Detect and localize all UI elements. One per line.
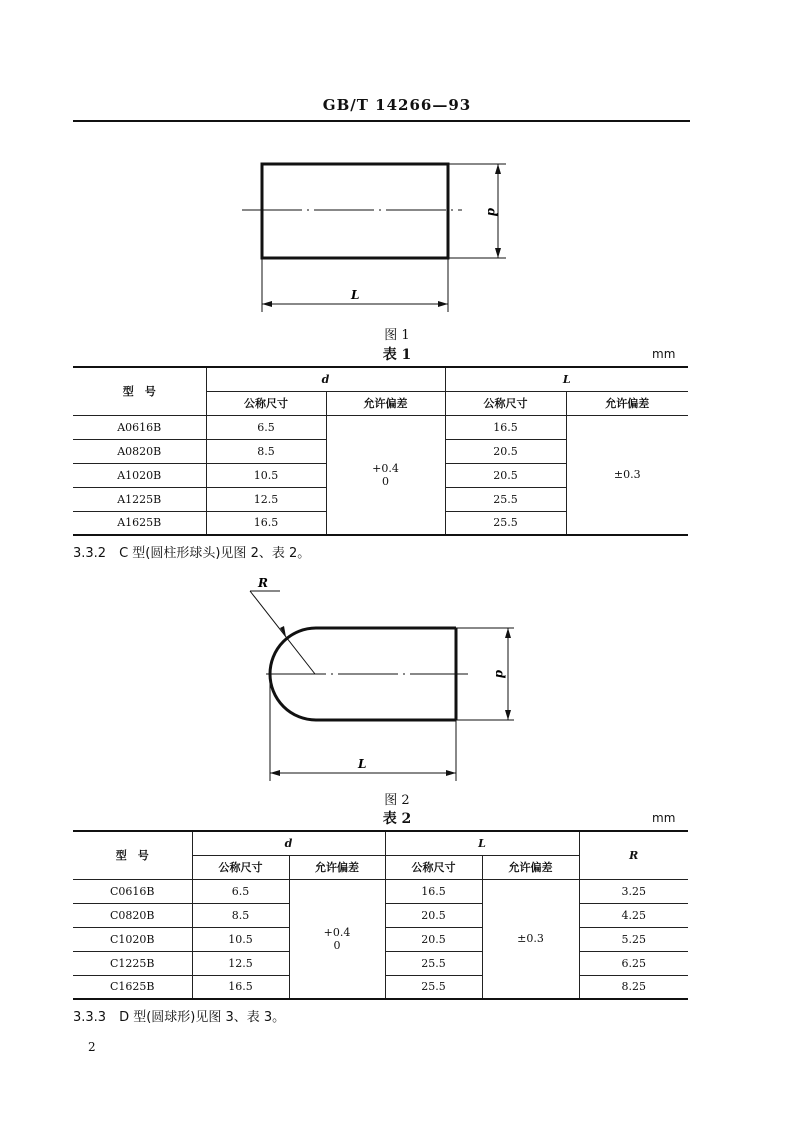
d-cell: 12.5 [192, 951, 289, 975]
model-cell: A0820B [73, 439, 206, 463]
section-3-3-2: 3.3.2 C 型(圆柱形球头)见图 2、表 2。 [73, 546, 311, 561]
table-2-group-L: L [385, 831, 579, 855]
table-2-d-nominal-header: 公称尺寸 [192, 855, 289, 879]
figure-1-drawing [230, 150, 520, 315]
figure-1-L-label: L [351, 288, 360, 302]
R-cell: 3.25 [579, 879, 688, 903]
model-cell: C0616B [73, 879, 192, 903]
table-2-unit: mm [652, 811, 676, 825]
table-1-d-nominal-header: 公称尺寸 [206, 391, 326, 415]
table-2-title: 表 2 [382, 811, 412, 827]
table-1-L-tolerance: ±0.3 [566, 415, 688, 535]
table-1-L-nominal-header: 公称尺寸 [445, 391, 566, 415]
table-1-group-L: L [445, 367, 688, 391]
table-2-col-model: 型 号 [73, 831, 192, 879]
table-1-d-tolerance [326, 415, 445, 535]
model-cell: C1225B [73, 951, 192, 975]
d-cell: 6.5 [206, 415, 326, 439]
table-row [73, 415, 688, 439]
model-cell: C0820B [73, 903, 192, 927]
table-2-L-tolerance: ±0.3 [482, 879, 579, 999]
L-cell: 20.5 [445, 439, 566, 463]
L-cell: 25.5 [445, 511, 566, 535]
model-cell: C1020B [73, 927, 192, 951]
table-2 [73, 830, 688, 1000]
model-cell: A0616B [73, 415, 206, 439]
tolerance-upper: +0.4 [323, 925, 351, 939]
d-cell: 16.5 [192, 975, 289, 999]
page-number: 2 [88, 1040, 96, 1054]
model-cell: A1020B [73, 463, 206, 487]
d-cell: 8.5 [192, 903, 289, 927]
tolerance-upper: +0.4 [372, 461, 399, 475]
L-cell: 25.5 [445, 487, 566, 511]
section-3-3-3: 3.3.3 D 型(圆球形)见图 3、表 3。 [73, 1010, 286, 1025]
figure-2-d-label: d [493, 670, 507, 679]
table-2-d-tolerance [289, 879, 385, 999]
L-cell: 25.5 [385, 951, 482, 975]
d-cell: 8.5 [206, 439, 326, 463]
model-cell: C1625B [73, 975, 192, 999]
table-1-group-d: d [206, 367, 445, 391]
R-cell: 6.25 [579, 951, 688, 975]
d-cell: 10.5 [206, 463, 326, 487]
table-2-d-tolerance-header: 允许偏差 [289, 855, 385, 879]
model-cell: A1625B [73, 511, 206, 535]
table-1-L-tolerance-header: 允许偏差 [566, 391, 688, 415]
header-rule [73, 120, 690, 122]
figure-1-caption: 图 1 [384, 328, 410, 343]
d-cell: 6.5 [192, 879, 289, 903]
table-1-d-tolerance-header: 允许偏差 [326, 391, 445, 415]
table-1-col-model: 型 号 [73, 367, 206, 415]
figure-1-d-label: d [485, 208, 499, 217]
R-cell: 4.25 [579, 903, 688, 927]
table-row [73, 879, 688, 903]
L-cell: 20.5 [445, 463, 566, 487]
figure-2-R-label: R [258, 576, 268, 590]
R-cell: 8.25 [579, 975, 688, 999]
R-cell: 5.25 [579, 927, 688, 951]
L-cell: 16.5 [385, 879, 482, 903]
tolerance-lower: 0 [382, 474, 389, 488]
model-cell: A1225B [73, 487, 206, 511]
d-cell: 16.5 [206, 511, 326, 535]
table-2-col-R: R [579, 831, 688, 879]
figure-2-caption: 图 2 [384, 793, 410, 808]
table-2-L-nominal-header: 公称尺寸 [385, 855, 482, 879]
L-cell: 20.5 [385, 903, 482, 927]
L-cell: 16.5 [445, 415, 566, 439]
d-cell: 10.5 [192, 927, 289, 951]
d-cell: 12.5 [206, 487, 326, 511]
table-1-title: 表 1 [382, 347, 412, 363]
figure-2-L-label: L [358, 757, 367, 771]
table-2-group-d: d [192, 831, 385, 855]
L-cell: 25.5 [385, 975, 482, 999]
table-1-unit: mm [652, 347, 676, 361]
table-1 [73, 366, 688, 536]
figure-2-drawing [240, 575, 530, 785]
document-header: GB/T 14266—93 [322, 96, 472, 114]
tolerance-lower: 0 [333, 938, 341, 952]
L-cell: 20.5 [385, 927, 482, 951]
table-2-L-tolerance-header: 允许偏差 [482, 855, 579, 879]
